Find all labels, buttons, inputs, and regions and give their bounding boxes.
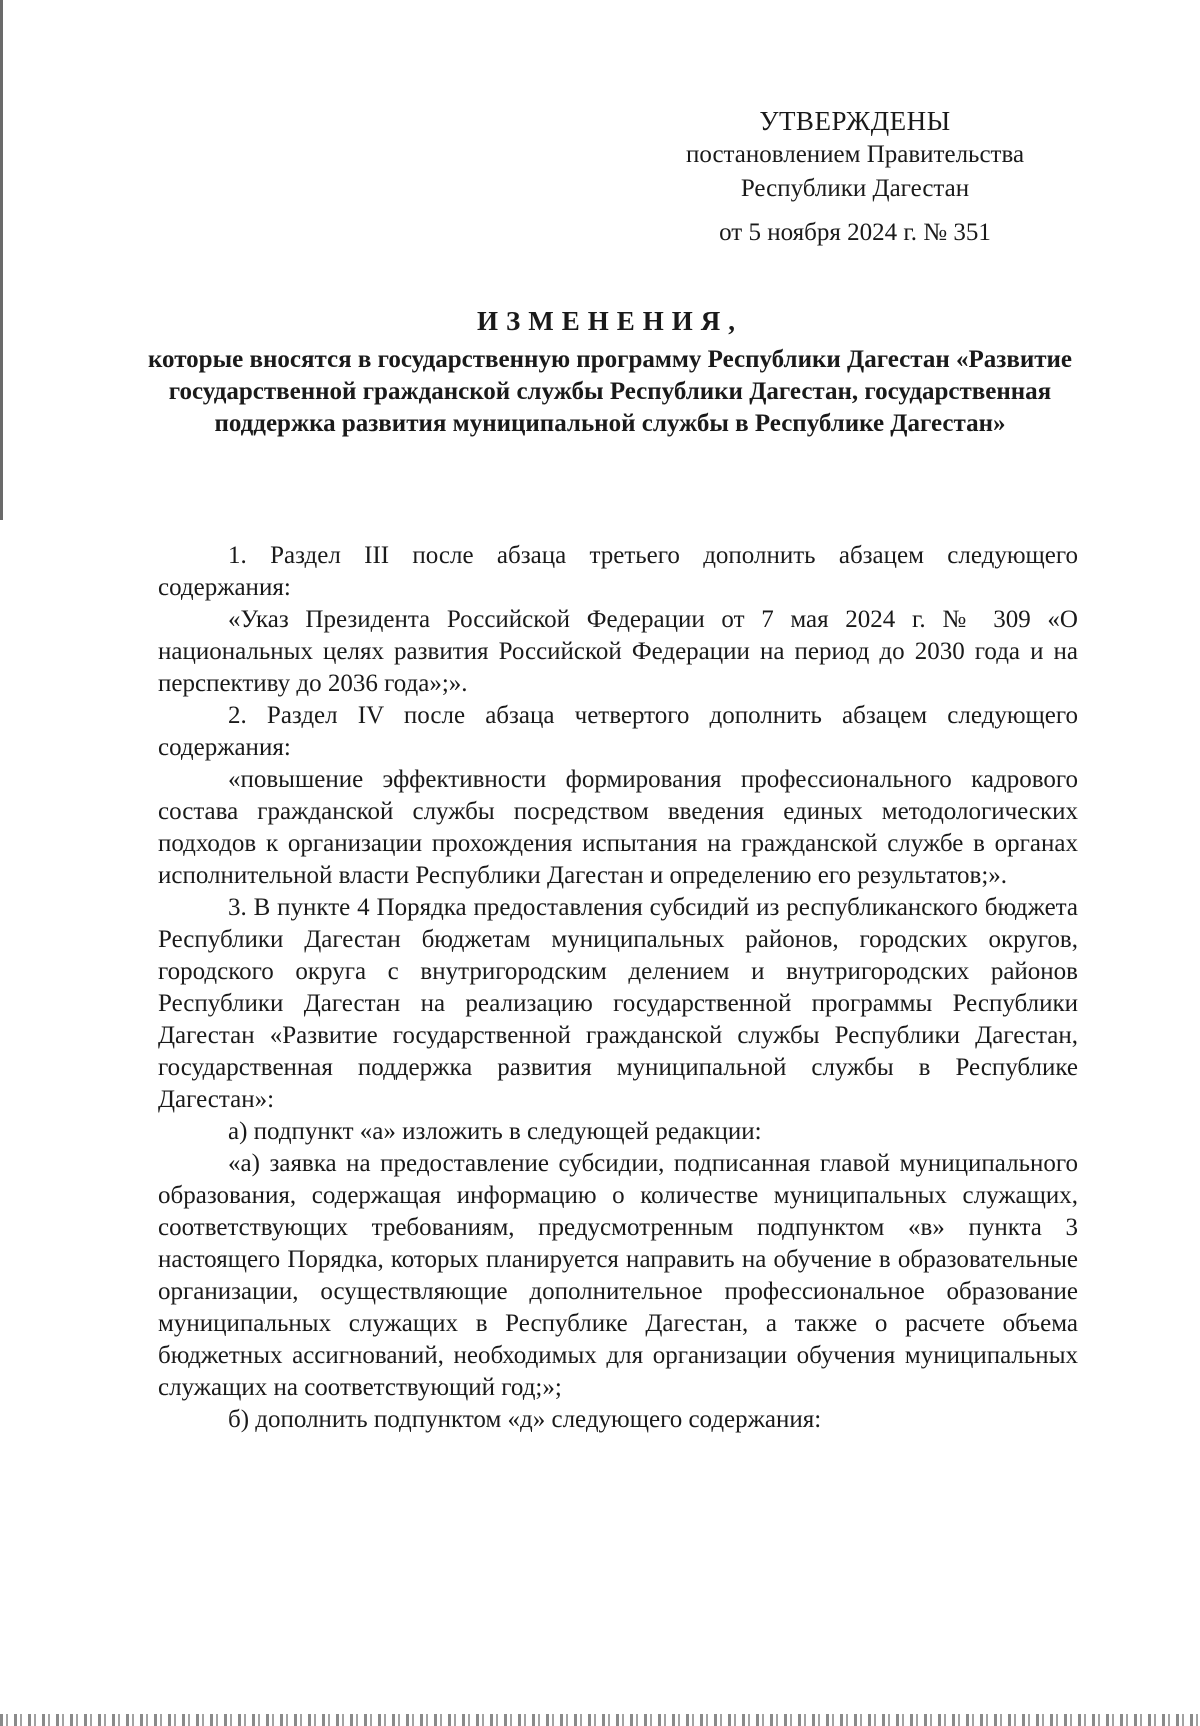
paragraph-3: 2. Раздел IV после абзаца четвертого дополнить абзацем следующего содержания: bbox=[158, 702, 1078, 761]
document-heading bbox=[140, 302, 1080, 440]
paragraph-1: 1. Раздел III после абзаца третьего дополнить абзацем следующего содержания: bbox=[158, 542, 1078, 601]
approval-date: от 5 ноября 2024 г. № 351 bbox=[719, 219, 991, 246]
paragraph-2: «Указ Президента Российской Федерации от 7 мая 2024 г. № 309 «О национальных целях развития Российской Федерации на период до 2030 года и на перспективу до 2036 года»;». bbox=[158, 606, 1078, 697]
document-body bbox=[158, 540, 1078, 1436]
paragraph-8: б) дополнить подпунктом «д» следующего содержания: bbox=[228, 1406, 822, 1433]
document-subtitle: которые вносятся в государственную программу Республики Дагестан «Развитие государственной гражданской службы Республики Дагестан, государственная поддержка развития муниципальной службы в Республике Дагестан» bbox=[147, 346, 1073, 437]
document-title: ИЗМЕНЕНИЯ, bbox=[476, 306, 743, 336]
scan-bottom-artifact bbox=[0, 1714, 1200, 1726]
approval-line-decree: постановлением Правительства bbox=[685, 141, 1025, 168]
approval-title: УТВЕРЖДЕНЫ bbox=[759, 106, 951, 136]
approval-block bbox=[640, 104, 1070, 250]
approval-line-republic: Республики Дагестан bbox=[740, 175, 970, 202]
paragraph-6: а) подпункт «а» изложить в следующей редакции: bbox=[228, 1118, 762, 1145]
paragraph-4: «повышение эффективности формирования профессионального кадрового состава гражданской службы посредством введения единых методологических подходов к организации прохождения испытания на гражданской службе в органах исполнительной власти Республики Дагестан и определению его результатов;». bbox=[158, 766, 1078, 889]
scan-edge-mark bbox=[0, 0, 3, 520]
paragraph-5: 3. В пункте 4 Порядка предоставления субсидий из республиканского бюджета Республики Дагестан бюджетам муниципальных районов, городских округов, городского округа с внутригородским делением и внутригородских районов Республики Дагестан на реализацию государственной программы Республики Дагестан «Развитие государственной гражданской службы Республики Дагестан, государственная поддержка развития муниципальной службы в Республике Дагестан»: bbox=[158, 894, 1078, 1113]
paragraph-7: «а) заявка на предоставление субсидии, подписанная главой муниципального образования, содержащая информацию о количестве муниципальных служащих, соответствующих требованиям, предусмотренным подпунктом «в» пункта 3 настоящего Порядка, которых планируется направить на обучение в образовательные организации, осуществляющие дополнительное профессиональное образование муниципальных служащих в Республике Дагестан, а также о расчете объема бюджетных ассигнований, необходимых для организации обучения муниципальных служащих на соответствующий год;»; bbox=[158, 1150, 1078, 1401]
